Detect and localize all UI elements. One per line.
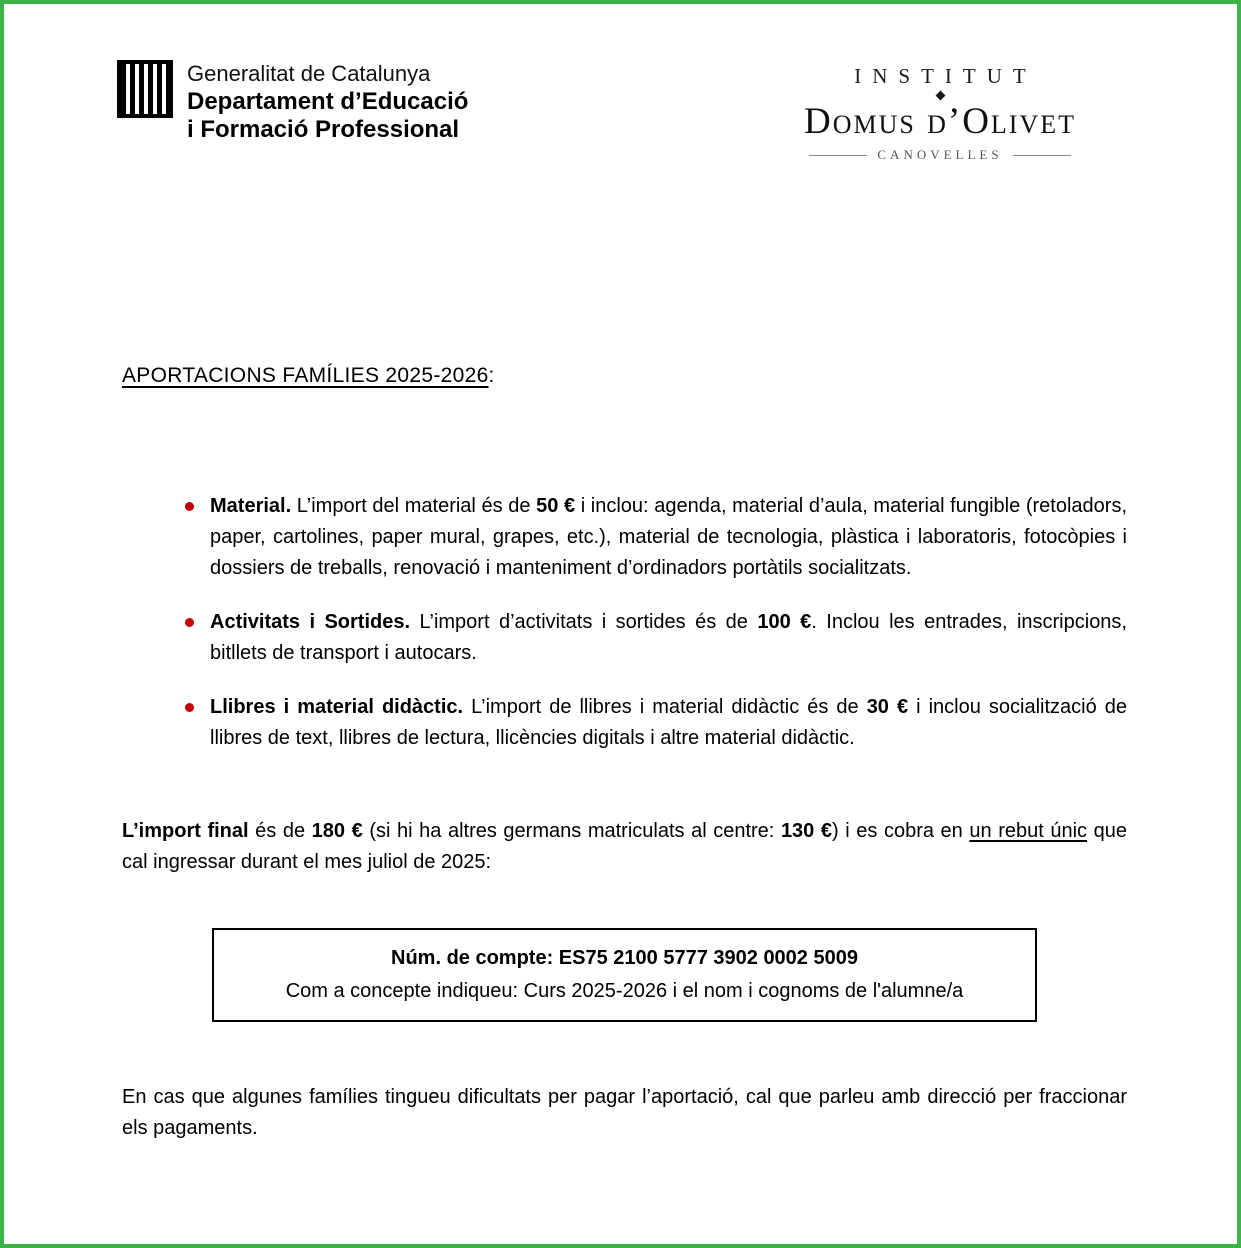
text-run: i inclou socialització de llibres de text, llibres de lectura, llicències digitals i altre material didàctic.	[210, 696, 1127, 749]
bullet-text-activitats	[210, 607, 1127, 669]
list-item-activitats	[122, 607, 1127, 669]
contribution-list	[122, 491, 1127, 754]
text-run: 180 €	[311, 820, 363, 842]
generalitat-name: Generalitat de Catalunya	[187, 61, 431, 86]
text-run: L’import final	[122, 820, 249, 842]
institut-name: Domus d’Olivet	[804, 101, 1076, 142]
bullet-dot-icon	[185, 703, 194, 712]
text-run: L’import de llibres i material didàctic és de	[463, 696, 867, 718]
text-run: (si hi ha altres germans matriculats al centre:	[362, 820, 781, 842]
bullet-text-material	[210, 491, 1127, 584]
decorative-rule-left	[809, 155, 867, 156]
text-run: 130 €	[780, 820, 833, 842]
list-item-material	[122, 491, 1127, 584]
text-run: L’import del material és de	[291, 495, 537, 517]
decorative-rule-right	[1013, 155, 1071, 156]
closing-paragraph: En cas que algunes famílies tingueu dificultats per pagar l’aportació, cal que parleu amb direcció per fraccionar els pagaments.	[122, 1086, 1127, 1139]
generalitat-logo-block	[117, 60, 468, 144]
list-item-llibres	[122, 692, 1127, 754]
text-run: un rebut únic	[969, 820, 1088, 842]
text-run: que cal ingressar durant el mes juliol de 2025:	[122, 820, 1128, 873]
title-colon: :	[488, 364, 495, 387]
department-name-line1: Departament d’Educació	[187, 88, 469, 115]
generalitat-text	[187, 60, 468, 144]
department-name-line2: i Formació Professional	[187, 116, 460, 143]
bullet-text-llibres	[210, 692, 1127, 754]
text-run: 50 €	[536, 495, 576, 517]
text-run: Activitats i Sortides.	[210, 611, 411, 633]
institut-logo-block	[764, 64, 1116, 163]
document-body	[122, 360, 1127, 1144]
text-run: ) i es cobra en	[832, 820, 970, 842]
text-run: Material.	[210, 495, 292, 517]
account-number-line: Núm. de compte: ES75 2100 5777 3902 0002 5009	[391, 947, 858, 969]
text-run: L’import d’activitats i sortides és de	[410, 611, 758, 633]
text-run: . Inclou les entrades, inscripcions, bitllets de transport i autocars.	[210, 611, 1127, 664]
text-run: 30 €	[866, 696, 909, 718]
diamond-icon	[935, 91, 945, 101]
institut-location-row	[764, 147, 1116, 163]
institut-word: INSTITUT	[854, 64, 1037, 88]
institut-location: CANOVELLES	[877, 147, 1003, 162]
text-run: i inclou: agenda, material d’aula, material fungible (retoladors, paper, cartolines, paper mural, grapes, etc.), material de tecnologia, plàstica i laboratoris, fotocòpies i dossiers de treballs, renovació i manteniment d’ordinadors portàtils socialitzats.	[210, 495, 1128, 579]
text-run: 100 €	[757, 611, 812, 633]
payment-concept-line: Com a concepte indiqueu: Curs 2025-2026 i el nom i cognoms de l'alumne/a	[285, 980, 964, 1002]
senyera-bars-logo-icon	[117, 60, 173, 118]
bullet-dot-icon	[185, 618, 194, 627]
bullet-dot-icon	[185, 502, 194, 511]
text-run: és de	[248, 820, 312, 842]
title-text: APORTACIONS FAMÍLIES 2025-2026	[122, 364, 489, 387]
text-run: Llibres i material didàctic.	[210, 696, 464, 718]
bank-account-box	[212, 928, 1037, 1022]
page-title	[122, 360, 1127, 391]
final-amount-paragraph	[122, 816, 1127, 878]
